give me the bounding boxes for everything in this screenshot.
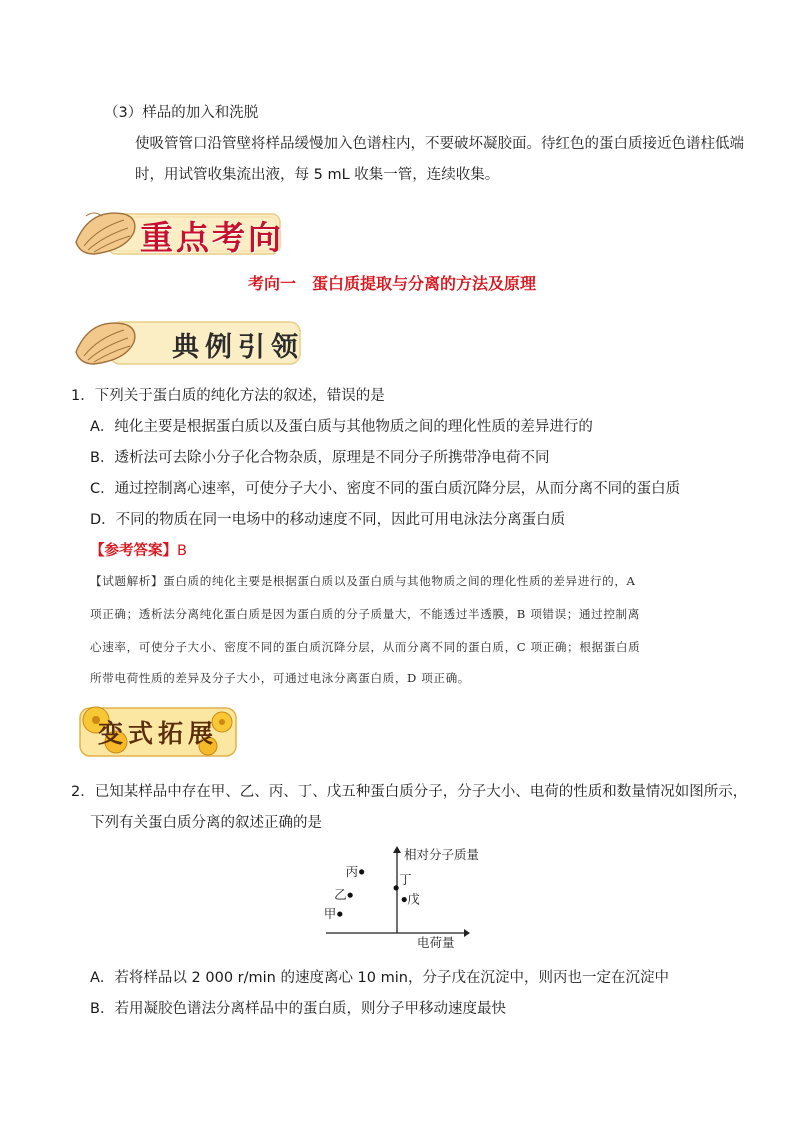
q1-answer (90, 541, 187, 561)
point-4 (402, 897, 407, 902)
point-label-4: 戊 (407, 892, 420, 907)
q2-stem-line2: 下列有关蛋白质分离的叙述正确的是 (90, 815, 322, 831)
variant-banner (72, 700, 242, 762)
point-3 (394, 885, 399, 890)
q2-option-a: A．若将样品以 2 000 r/min 的速度离心 10 min，分子戊在沉淀中，则丙也一定在沉淀中 (90, 970, 669, 986)
direction-title: 考向一 蛋白质提取与分离的方法及原理 (248, 274, 537, 293)
x-axis-arrow-icon (464, 929, 470, 937)
point-1 (348, 893, 353, 898)
point-label-3: 丁 (399, 872, 412, 887)
example-label: 典例引领 (172, 332, 304, 363)
q1-option-c: C．通过控制离心速率，可使分子大小、密度不同的蛋白质沉降分层，从而分离不同的蛋白质 (90, 481, 681, 497)
y-axis-label: 相对分子质量 (404, 848, 480, 862)
point-label-0: 甲 (323, 907, 337, 922)
q1-explain-3: 心速率，可使分子大小、密度不同的蛋白质沉降分层，从而分离不同的蛋白质，C 项正确；根据蛋白质 (90, 640, 641, 654)
q1-explain-4: 所带电荷性质的差异及分子大小，可通过电泳分离蛋白质，D 项正确。 (90, 671, 470, 685)
shell-icon (72, 314, 142, 370)
key-direction-banner (72, 202, 287, 260)
molecule-chart (320, 845, 480, 955)
q1-option-b: B．透析法可去除小分子化合物杂质，原理是不同分子所携带净电荷不同 (90, 450, 550, 466)
q2-stem-line1: 2．已知某样品中存在甲、乙、丙、丁、戊五种蛋白质分子，分子大小、电荷的性质和数量情况如图所示， (71, 784, 748, 800)
q1-option-d: D．不同的物质在同一电场中的移动速度不同，因此可用电泳法分离蛋白质 (90, 512, 566, 528)
shell-icon (72, 202, 142, 260)
x-axis-label: 电荷量 (417, 936, 455, 950)
key-direction-label: 重点考向 (140, 218, 284, 257)
q2-option-b: B．若用凝胶色谱法分离样品中的蛋白质，则分子甲移动速度最快 (90, 1001, 506, 1017)
point-2 (359, 869, 364, 874)
y-axis-arrow-icon (393, 846, 401, 853)
point-label-1: 乙 (334, 888, 347, 903)
q1-stem: 1．下列关于蛋白质的纯化方法的叙述，错误的是 (71, 388, 385, 404)
chart-svg (320, 845, 480, 955)
answer-value: B (177, 543, 187, 559)
section3-heading: （3）样品的加入和洗脱 (104, 105, 259, 121)
section3-line2: 时，用试管收集流出液，每 5 mL 收集一管，连续收集。 (135, 167, 500, 183)
variant-label: 变式拓展 (98, 719, 219, 748)
point-0 (337, 911, 342, 916)
answer-label: 【参考答案】 (90, 543, 177, 559)
section3-line1: 使吸管管口沿管壁将样品缓慢加入色谱柱内，不要破坏凝胶面。待红色的蛋白质接近色谱柱低端 (135, 136, 744, 152)
point-label-2: 丙 (345, 864, 359, 879)
q1-explain-2: 项正确；透析法分离纯化蛋白质是因为蛋白质的分子质量大，不能透过半透膜，B 项错误；通过控制离 (90, 607, 640, 621)
q1-option-a: A．纯化主要是根据蛋白质以及蛋白质与其他物质之间的理化性质的差异进行的 (90, 419, 593, 435)
example-banner (72, 314, 307, 370)
q1-explain-1: 【试题解析】蛋白质的纯化主要是根据蛋白质以及蛋白质与其他物质之间的理化性质的差异进行的，A (90, 574, 636, 588)
